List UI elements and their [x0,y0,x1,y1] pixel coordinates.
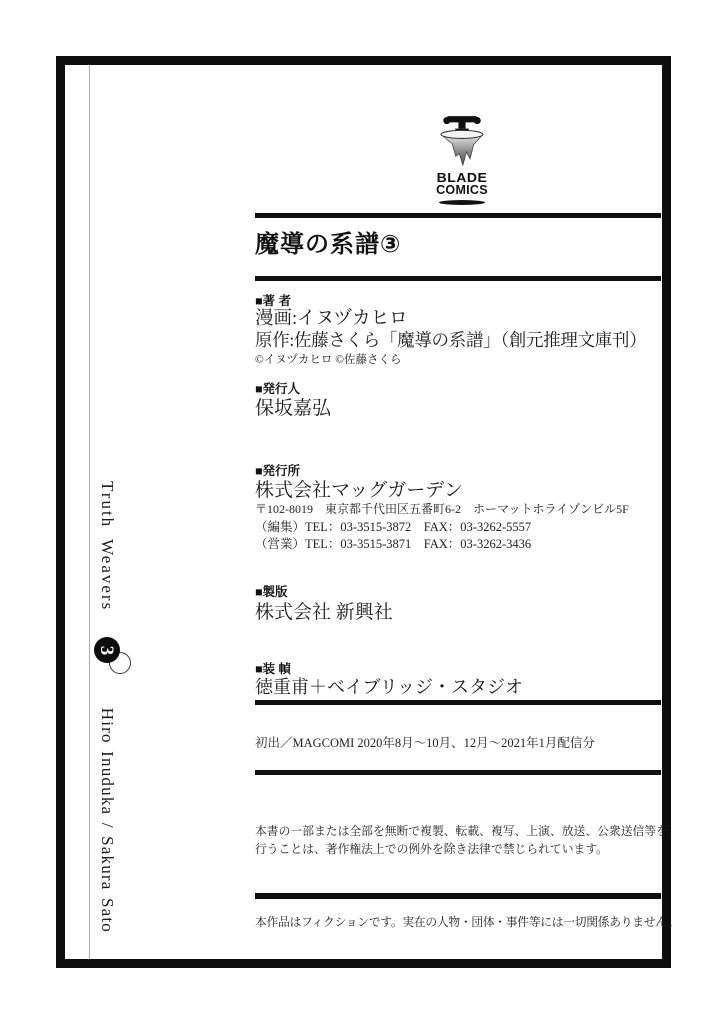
volume-badge [92,637,122,681]
logo-brand-line1: BLADE [436,169,488,185]
melting-blade-icon [437,114,487,170]
platemaking-section-label: ■製版 [255,585,288,599]
spine-series-title: Truth Weavers [98,481,117,612]
binding-design-section-label: ■装 幀 [255,662,292,676]
logo-brand-line2: COMICS [436,183,488,197]
logo-underline-ellipse [439,200,485,205]
author-section-label: ■著 者 [255,294,292,308]
first-publication-rule-bottom [255,770,661,775]
book-title: 魔導の系譜③ [255,231,402,258]
first-publication-line: 初出／MAGCOMI 2020年8月～10月、12月～2021年1月配信分 [255,736,595,750]
publisher-name: 株式会社マッグガーデン [255,480,463,501]
spine-divider-line [89,65,90,959]
author-art-line: 漫画:イヌヅカヒロ [255,309,408,329]
rights-notice-rule-bottom [255,893,661,899]
rights-notice-line2: 行うことは、著作権法上での例外を除き法律で禁じられています。 [255,842,608,856]
publisher-tel-editorial: （編集）TEL：03-3515-3872 FAX：03-3262-5557 [255,520,532,534]
credits-rule-bottom [255,700,661,705]
publisher-section-label: ■発行所 [255,464,301,478]
rights-notice-line1: 本書の一部または全部を無断で複製、転載、複写、上演、放送、公衆送信等を [255,824,668,838]
issuer-section-label: ■発行人 [255,382,301,396]
title-rule-top [255,213,661,218]
binding-design-name: 徳重甫＋ベイブリッジ・スタジオ [255,677,524,697]
author-copyright-line: ©イヌヅカヒロ ©佐藤さくら [255,354,402,366]
volume-number: 3 [96,645,118,656]
blade-comics-logo [424,114,500,205]
author-original-line: 原作:佐藤さくら「魔導の系譜」（創元推理文庫刊） [255,330,647,350]
issuer-name: 保坂嘉弘 [255,398,332,419]
spine-authors: Hiro Inuduka / Sakura Sato [98,707,117,933]
platemaking-name: 株式会社 新興社 [255,602,393,623]
publisher-address: 〒102-8019 東京都千代田区五番町6-2 ホーマットホライゾンビル5F [255,502,629,516]
title-rule-bottom [255,276,661,281]
fiction-notice: 本作品はフィクションです。実在の人物・団体・事件等には一切関係ありません。 [255,915,679,929]
publisher-tel-sales: （営業）TEL：03-3515-3871 FAX：03-3262-3436 [255,537,532,551]
